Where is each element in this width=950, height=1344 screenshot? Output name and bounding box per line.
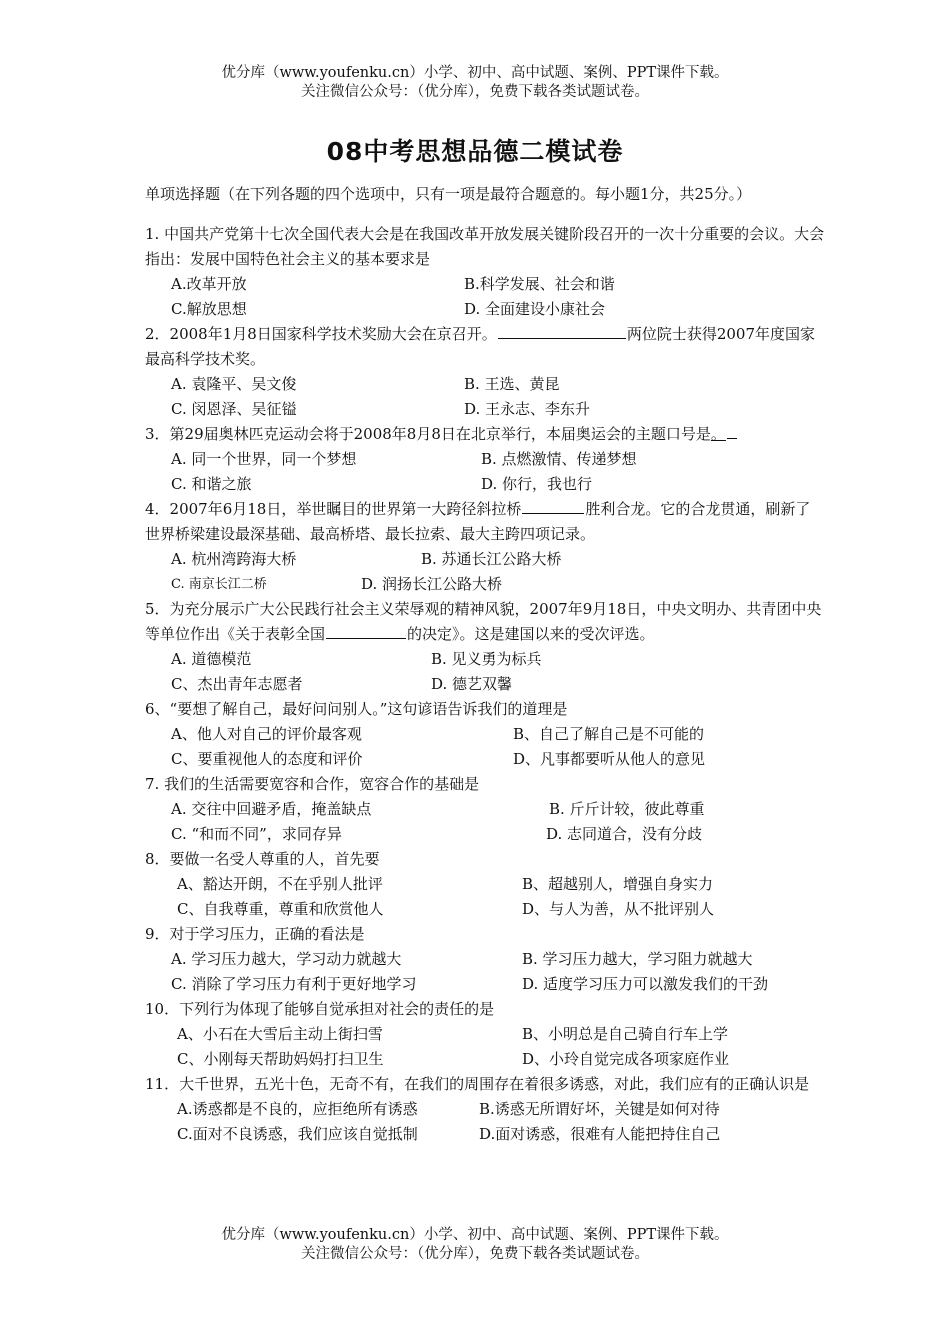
option-d: D. 德艺双馨 [431, 675, 513, 693]
question-5 [145, 597, 825, 697]
option-c: C.面对不良诱惑，我们应该自觉抵制 [177, 1125, 418, 1143]
option-a: A、小石在大雪后主动上街扫雪 [177, 1025, 383, 1043]
page-title: 08中考思想品德二模试卷 [326, 137, 624, 166]
stem-part-1: 4．2007年6月18日，举世瞩目的世界第一大跨径斜拉桥 [145, 500, 522, 518]
option-a: A. 杭州湾跨海大桥 [171, 550, 297, 568]
option-d: D、与人为善，从不批评别人 [522, 900, 715, 918]
stem-part-1: 2．2008年1月8日国家科学技术奖励大会在京召开。 [145, 325, 497, 343]
option-a: A.诱惑都是不良的，应拒绝所有诱惑 [177, 1100, 418, 1118]
instructions: 单项选择题（在下列各题的四个选项中，只有一项是最符合题意的。每小题1分，共25分。） [145, 185, 752, 203]
options [145, 797, 825, 847]
exam-content [145, 174, 825, 1147]
option-b: B.科学发展、社会和谐 [464, 275, 615, 293]
option-c: C. 南京长江二桥 [171, 577, 267, 592]
question-1 [145, 222, 825, 322]
option-b: B、自己了解自己是不可能的 [513, 725, 705, 743]
option-d: D.面对诱惑，很难有人能把持住自己 [479, 1125, 721, 1143]
question-9 [145, 922, 825, 997]
option-b: B. 见义勇为标兵 [431, 650, 542, 668]
option-d: D. 王永志、李东升 [464, 400, 591, 418]
options [145, 1022, 825, 1072]
option-d: D. 志同道合，没有分歧 [546, 825, 703, 843]
stem-part-2: 的决定》。这是建国以来的受次评选。 [407, 625, 655, 643]
question-stem: 8．要做一名受人尊重的人，首先要 [145, 850, 380, 868]
question-stem: 10．下列行为体现了能够自觉承担对社会的责任的是 [145, 1000, 495, 1018]
question-stem: 9．对于学习压力，正确的看法是 [145, 925, 365, 943]
option-c: C、要重视他人的态度和评价 [171, 750, 363, 768]
answer-blank [326, 637, 406, 639]
option-c: C. 和谐之旅 [171, 475, 252, 493]
question-7 [145, 772, 825, 847]
options [145, 372, 825, 422]
options [145, 272, 825, 322]
option-c: C.解放思想 [171, 300, 247, 318]
option-a: A. 学习压力越大，学习动力就越大 [171, 950, 402, 968]
option-d: D、小玲自觉完成各项家庭作业 [522, 1050, 730, 1068]
question-11 [145, 1072, 825, 1147]
option-a: A. 袁隆平、吴文俊 [171, 375, 297, 393]
options [145, 647, 825, 697]
question-2 [145, 322, 825, 422]
page-header [0, 64, 950, 102]
stem-part-2: 胜利合龙。它的合龙贯通，刷新了世界桥梁建设最深基础、最高桥塔、最长拉索、最大主跨四项记录。 [145, 500, 811, 543]
question-stem [145, 497, 825, 547]
option-b: B、超越别人，增强自身实力 [522, 875, 714, 893]
option-a: A.改革开放 [171, 275, 247, 293]
answer-blank [727, 437, 737, 439]
page-footer [0, 1226, 950, 1264]
stem-end: 。 [710, 425, 726, 443]
stem-part-1: 3．第29届奥林匹克运动会将于2008年8月8日在北京举行，本届奥运会的主题口号是 [145, 425, 711, 443]
option-d: D. 适度学习压力可以激发我们的干劲 [522, 975, 769, 993]
question-stem [145, 597, 825, 647]
header-line-1: 优分库（www.youfenku.cn）小学、初中、高中试题、案例、PPT课件下载。 [221, 65, 729, 81]
options [145, 947, 825, 997]
options [145, 722, 825, 772]
option-a: A、他人对自己的评价最客观 [171, 725, 362, 743]
option-c: C、自我尊重，尊重和欣赏他人 [177, 900, 384, 918]
question-stem [145, 322, 825, 372]
question-4 [145, 497, 825, 597]
footer-line-1: 优分库（www.youfenku.cn）小学、初中、高中试题、案例、PPT课件下载。 [221, 1227, 729, 1243]
question-stem: 7. 我们的生活需要宽容和合作，宽容合作的基础是 [145, 775, 480, 793]
option-b: B. 苏通长江公路大桥 [421, 550, 562, 568]
answer-blank [498, 337, 626, 339]
question-6 [145, 697, 825, 772]
question-stem: 6、“要想了解自己，最好问问别人。”这句谚语告诉我们的道理是 [145, 700, 568, 718]
option-d: D、凡事都要听从他人的意见 [513, 750, 706, 768]
option-a: A、豁达开朗，不在乎别人批评 [177, 875, 383, 893]
footer-line-2: 关注微信公众号：（优分库），免费下载各类试题试卷。 [301, 1246, 649, 1262]
option-c: C. 闵恩泽、吴征镒 [171, 400, 297, 418]
option-c: C. 消除了学习压力有利于更好地学习 [171, 975, 417, 993]
options [145, 547, 825, 597]
option-d: D. 润扬长江公路大桥 [361, 575, 503, 593]
options [145, 872, 825, 922]
option-b: B、小明总是自己骑自行车上学 [522, 1025, 729, 1043]
option-a: A. 交往中回避矛盾，掩盖缺点 [171, 800, 372, 818]
option-b: B. 斤斤计较，彼此尊重 [549, 800, 705, 818]
option-a: A. 同一个世界，同一个梦想 [171, 450, 357, 468]
stem-part-1: 5．为充分展示广大公民践行社会主义荣辱观的精神风貌，2007年9月18日，中央文明办、共青团中央等单位作出《关于表彰全国 [145, 600, 822, 643]
options [145, 1097, 825, 1147]
question-10 [145, 997, 825, 1072]
option-c: C. “和而不同”，求同存异 [171, 825, 342, 843]
question-8 [145, 847, 825, 922]
option-b: B.诱惑无所谓好坏，关键是如何对待 [479, 1100, 720, 1118]
options [145, 447, 825, 497]
option-d: D. 全面建设小康社会 [464, 300, 606, 318]
option-c: C、小刚每天帮助妈妈打扫卫生 [177, 1050, 384, 1068]
question-stem: 1. 中国共产党第十七次全国代表大会是在我国改革开放发展关键阶段召开的一次十分重要的会议。大会指出：发展中国特色社会主义的基本要求是 [145, 225, 825, 268]
option-a: A. 道德模范 [171, 650, 252, 668]
option-b: B. 王选、黄昆 [464, 375, 560, 393]
question-3 [145, 422, 825, 497]
header-line-2: 关注微信公众号：（优分库），免费下载各类试题试卷。 [301, 84, 649, 100]
question-stem: 11．大千世界，五光十色，无奇不有，在我们的周围存在着很多诱惑，对此，我们应有的正确认识是 [145, 1075, 810, 1093]
option-c: C、杰出青年志愿者 [171, 675, 303, 693]
option-b: B. 点燃激情、传递梦想 [481, 450, 637, 468]
stem-part-2: 两位院士获得2007年度国家最高科学技术奖。 [145, 325, 815, 368]
option-b: B. 学习压力越大，学习阻力就越大 [522, 950, 753, 968]
option-d: D. 你行，我也行 [481, 475, 593, 493]
answer-blank [522, 512, 584, 514]
question-stem [145, 422, 825, 447]
